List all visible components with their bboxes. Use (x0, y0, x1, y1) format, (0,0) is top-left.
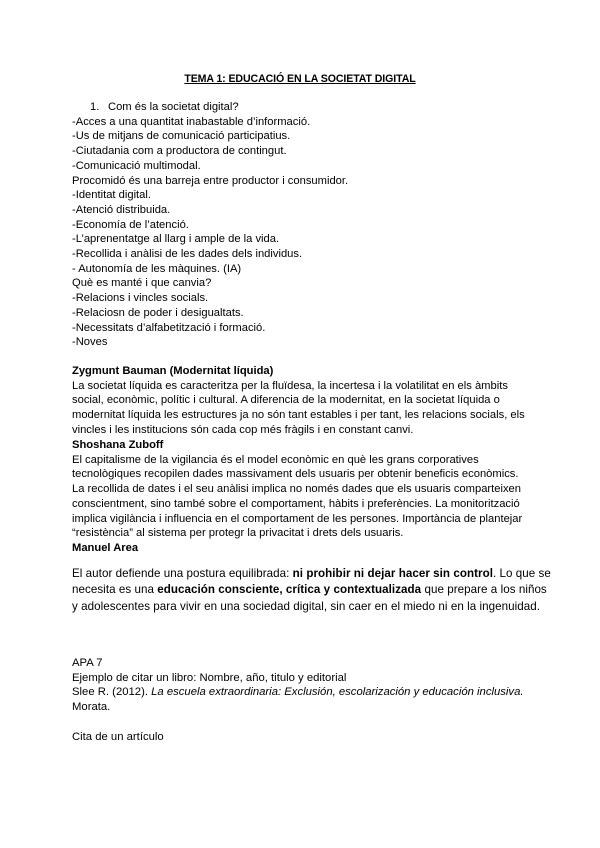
section1-line: -Comunicació multimodal. (72, 159, 201, 172)
apa-heading: APA 7 (72, 657, 103, 669)
citation-publisher: Morata. (72, 701, 111, 714)
section1-line: - Autonomía de les màquines. (IA) (72, 262, 242, 275)
bauman-line: La societat líquida es caracteritza per la fluïdesa, la incertesa i la volatilitat en els àmbits (72, 379, 508, 392)
area-line-3: y adolescentes para vivir en una sociedad digital, sin caer en el miedo ni en la ingenuidad. (72, 599, 540, 613)
citation-author: Slee R. (2012). (72, 686, 152, 699)
section1-line: -Ciutadania com a productora de contingut. (72, 145, 287, 158)
zuboff-line: El capitalisme de la vigilancia és el model econòmic en què les grans corporatives (72, 453, 479, 466)
section1-line: -Relacions i vincles socials. (72, 292, 209, 305)
area-bold-text: ni prohibir ni dejar hacer sin control (292, 566, 493, 580)
area-paragraph (72, 566, 551, 616)
section1-line: -Acces a una quantitat inabastable d’informació. (72, 115, 311, 128)
zuboff-line: La recollida de dates i el seu anàlisi implica no només dades que els usuaris comparteixen (72, 483, 521, 496)
bauman-paragraph (72, 379, 534, 438)
section1-line: Procomidó és una barreja entre productor i consumidor. (72, 174, 349, 187)
section1-line: -Identitat digital. (72, 189, 151, 202)
section1-line: Què es manté i que canvia? (72, 277, 212, 290)
section1-line: -Relaciosn de poder i desigualtats. (72, 306, 244, 319)
section1-line: -L’aprenentatge al llarg i ample de la vida. (72, 233, 280, 246)
area-text: necesita es una (72, 583, 158, 597)
section1-line: -Necessitats d’alfabetització i formació. (72, 321, 266, 334)
section-apa (72, 656, 534, 744)
section1-line: -Economía de l’atenció. (72, 218, 189, 231)
section-bauman (72, 364, 534, 438)
zuboff-line: implica vigilància i influencia en el comportament de les persones. Importància de plantejar (72, 512, 523, 525)
page-title: TEMA 1: EDUCACIÓ EN LA SOCIETAT DIGITAL (184, 73, 416, 85)
area-text: que prepare a los niños (421, 583, 547, 597)
area-text: El autor defiende una postura equilibrada: (72, 566, 293, 580)
apa-example: Ejemplo de citar un libro: Nombre, año, titulo y editorial (72, 671, 347, 684)
section1-line: -Noves (72, 336, 108, 349)
apa-article: Cita de un artículo (72, 730, 164, 743)
area-text: . Lo que se (492, 566, 551, 580)
citation-title: La escuela extraordinaria: Exclusión, escolarización y educación inclusiva. (151, 686, 524, 699)
zuboff-line: tecnològiques recopilen dades massivament dels usuaris per obtenir beneficis econòmics. (72, 468, 519, 481)
area-line-1 (72, 566, 551, 583)
area-line-2 (72, 582, 547, 599)
zuboff-line: conscientment, sino també sobre el comportament, hàbits i preferències. La monitorització (72, 497, 520, 510)
zuboff-line: “resistència” al sistema per protegr la privacitat i drets dels usuaris. (72, 527, 404, 540)
apa-citation (72, 685, 534, 700)
section-zuboff (72, 438, 534, 541)
list-number: 1. (90, 101, 100, 113)
question-text: Com és la societat digital? (108, 101, 239, 113)
section-societat-digital (72, 100, 534, 350)
bauman-line: social, econòmic, polític i cultural. A diferencia de la modernitat, en la societat líquida o (72, 394, 500, 407)
section1-line: -Recollida i anàlisi de les dades dels individus. (72, 248, 303, 261)
bauman-line: vincles i les institucions són cada cop més fràgils i en constant canvi. (72, 423, 414, 436)
area-heading: Manuel Area (72, 542, 139, 554)
section-area (72, 541, 551, 615)
area-bold-text: educación consciente, crítica y contextualizada (157, 583, 422, 597)
numbered-question (72, 100, 534, 115)
section1-line: -Atenció distribuida. (72, 203, 171, 216)
bauman-heading: Zygmunt Bauman (Modernitat líquida) (72, 365, 274, 377)
bauman-line: modernitat líquida les estructures ja no són tant estables i per tant, les relacions socials, els (72, 409, 525, 422)
section1-lines (72, 115, 534, 350)
zuboff-heading: Shoshana Zuboff (72, 439, 164, 451)
zuboff-paragraph (72, 453, 534, 541)
section1-line: -Us de mitjans de comunicació participatius. (72, 130, 291, 143)
